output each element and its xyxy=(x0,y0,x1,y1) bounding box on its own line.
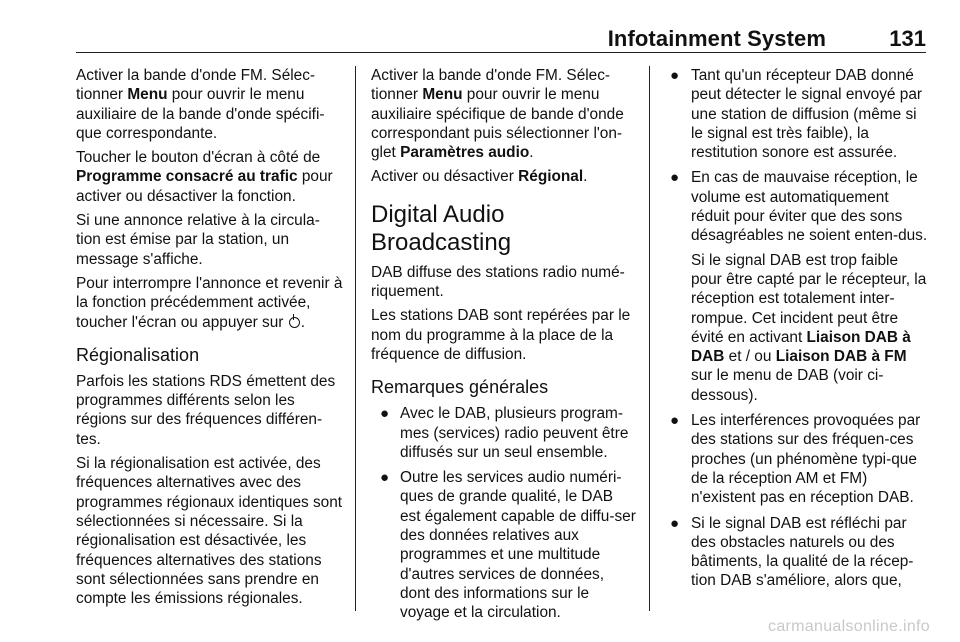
column-divider xyxy=(355,66,356,611)
paragraph: Les stations DAB sont repérées par le nom du programme à la place de la fréquence de diffusion. xyxy=(371,307,631,363)
paragraph: Parfois les stations RDS émettent des programmes différents selon les régions sur des fréquences différen-tes. xyxy=(76,372,336,448)
list-item: ● Outre les services audio numéri-ques de grande qualité, le DAB est également capable de diffu-ser des données relatives aux programmes et une multitude d'autres services de données, dont des informations sur le voyage et la circulation. xyxy=(380,469,636,622)
paragraph: Activer ou désactiver Régional. xyxy=(371,168,588,186)
power-icon xyxy=(289,317,300,328)
column-2 xyxy=(371,66,637,629)
list-item: ● Tant qu'un récepteur DAB donné peut détecter le signal envoyé par une station de diffusion (même si le signal est très faible), la restitution sonore est assurée. xyxy=(670,67,923,162)
page-number: 131 xyxy=(889,26,926,51)
bullet-icon: ● xyxy=(380,469,390,487)
column-3 xyxy=(666,66,928,597)
list-item: ● Si le signal DAB est réfléchi par des obstacles naturels ou des bâtiments, la qualité de la récep-tion DAB s'améliore, alors que, xyxy=(670,514,914,590)
paragraph: Pour interrompre l'annonce et revenir à la fonction précédemment activée, toucher l'écran ou appuyer sur . xyxy=(76,274,343,331)
paragraph: Toucher le bouton d'écran à côté de Programme consacré au trafic pour activer ou désactiver la fonction. xyxy=(76,149,333,205)
list-item: ● Avec le DAB, plusieurs program-mes (services) radio peuvent être diffusés sur un seul ensemble. xyxy=(380,405,629,461)
bullet-icon: ● xyxy=(670,412,680,430)
paragraph: Si une annonce relative à la circula-tion est émise par la station, un message s'affiche. xyxy=(76,212,320,268)
section-heading-dab: Digital Audio Broadcasting xyxy=(371,200,512,256)
column-divider xyxy=(649,66,650,611)
audio-settings-term: Paramètres audio xyxy=(400,144,530,162)
section-title: Infotainment System xyxy=(607,26,826,51)
regional-term: Régional xyxy=(518,168,584,186)
header-divider xyxy=(76,52,926,53)
subheading-general-notes: Remarques générales xyxy=(371,377,549,398)
list-item xyxy=(666,168,928,405)
paragraph: Si la régionalisation est activée, des fréquences alternatives avec des programmes régionaux identiques sont sélectionnées si nécessaire. Si la régionalisation est désactivée, les fréquences alternatives des stations sont sélectionnées sans prendre en compte les émissions régionales. xyxy=(76,455,343,608)
menu-term: Menu xyxy=(127,86,168,104)
paragraph: Activer la bande d'onde FM. Sélec-tionner Menu pour ouvrir le menu auxiliaire de la bande d'onde spécifi-que correspondante. xyxy=(76,67,325,142)
section-heading-regionalisation: Régionalisation xyxy=(76,344,200,365)
paragraph: En cas de mauvaise réception, le volume est automatiquement réduit pour éviter que des sons désagréables ne soient enten-dus. xyxy=(691,169,928,245)
paragraph: Activer la bande d'onde FM. Sélec-tionner Menu pour ouvrir le menu auxiliaire spécifique de bande d'onde correspondant puis sélectionner l'on-glet Paramètres audio. xyxy=(371,67,624,162)
watermark: carmanualsonline.info xyxy=(768,618,930,635)
dab-fm-link-term: Liaison DAB à FM xyxy=(775,348,907,366)
bullet-icon: ● xyxy=(670,169,680,187)
traffic-program-term: Programme consacré au trafic xyxy=(76,168,298,186)
page-header xyxy=(76,26,926,50)
bullet-icon: ● xyxy=(670,514,680,532)
column-1 xyxy=(76,66,344,613)
dab-dab-link-term: Liaison DAB à DAB xyxy=(691,328,911,366)
bullet-icon: ● xyxy=(380,405,390,423)
bullet-icon: ● xyxy=(670,67,680,84)
bullet-list xyxy=(666,66,928,591)
paragraph: Si le signal DAB est trop faible pour être capté par le récepteur, la réception est totalement inter-rompue. Cet incident peut être évité en activant Liaison DAB à DAB et / ou Liaison DAB à FM sur le menu de DAB (voir ci-dessous). xyxy=(691,251,927,404)
bullet-list xyxy=(371,404,637,622)
list-item: ● Les interférences provoquées par des stations sur des fréquen-ces proches (un phénomène typi-que de la réception AM et FM) n'existent pas en réception DAB. xyxy=(670,412,921,507)
menu-term: Menu xyxy=(422,86,463,104)
paragraph: DAB diffuse des stations radio numé-riquement. xyxy=(371,263,625,301)
